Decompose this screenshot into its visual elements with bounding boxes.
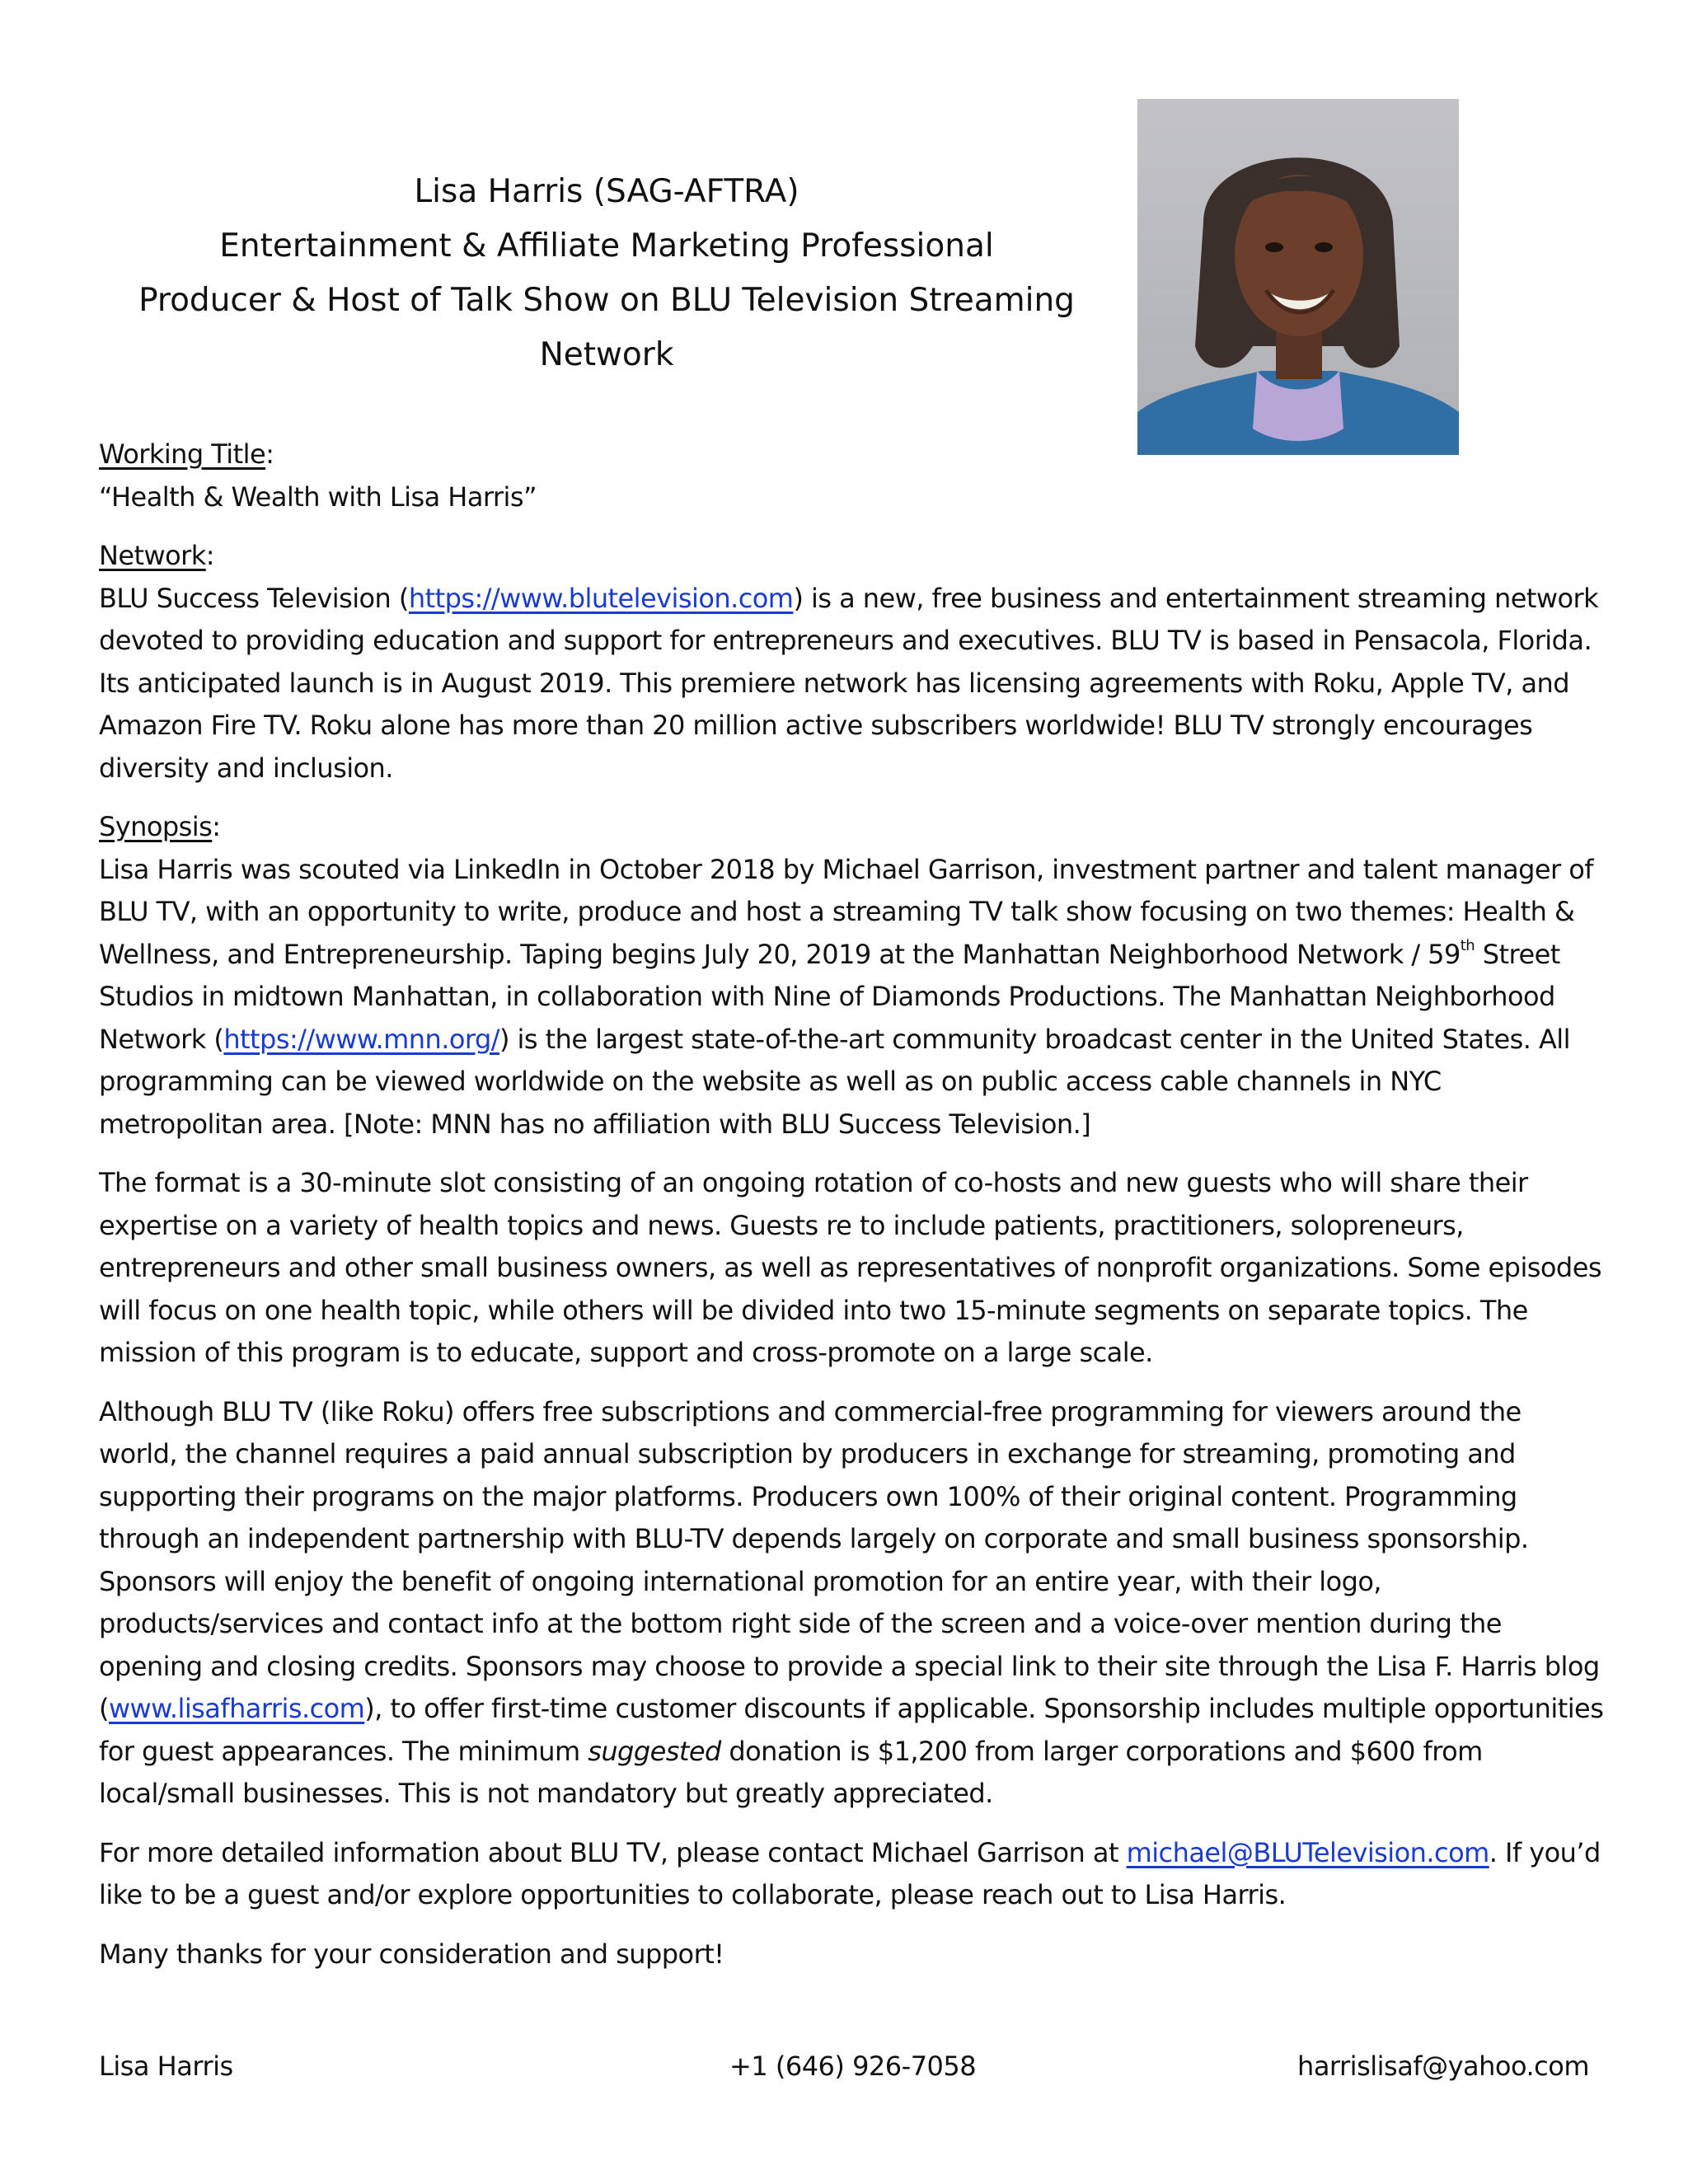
header-network-line: Network [539,336,674,373]
network-text-1: BLU Success Television ( [99,582,409,614]
suggested-emphasis: suggested [588,1735,721,1767]
ordinal-superscript: th [1460,936,1475,954]
network-label: Network [99,540,206,571]
document-footer [99,2046,1589,2087]
synopsis-paragraph-2: The format is a 30-minute slot consisting of an ongoing rotation of co-hosts and new guests who will share their expertise on a variety of health topics and news. Guests re to include patients, practitioners, solopreneurs, entrepreneurs and other small business owners, as well as representatives of nonprofit organizations. Some episodes will focus on one health topic, while others will be divided into two 15-minute segments on separate topics. The mission of this program is to educate, support and cross-promote on a large scale. [99,1167,1601,1368]
network-heading [99,535,1607,578]
working-title-label: Working Title [99,438,266,470]
synopsis-p1-text-2: Street Studios in midtown Manhattan, in collaboration with Nine of Diamonds Productions. The Manhattan Neighborhood Network ( [99,938,1560,1055]
footer-phone: +1 (646) 926-7058 [729,2050,977,2082]
portrait-illustration [1137,99,1459,455]
network-colon: : [205,540,214,571]
working-title-value: “Health & Wealth with Lisa Harris” [99,480,537,513]
synopsis-p3-text-3: donation is $1,200 from larger corporations and $600 from local/small businesses. This is not mandatory but greatly appreciated. [99,1735,1483,1809]
document-header [99,165,1114,382]
network-text-2: ) is a new, free business and entertainment streaming network devoted to providing education and support for entrepreneurs and executives. BLU TV is based in Pensacola, Florida. Its anticipated launch is in August 2019. This premiere network has licensing agreements with Roku, Apple TV, and Amazon Fire TV. Roku alone has more than 20 million active subscribers worldwide! BLU TV strongly encourages diversity and inclusion. [99,582,1599,784]
working-title-colon: : [265,438,274,470]
synopsis-p3-text-2: ), to offer first-time customer discounts if applicable. Sponsorship includes multiple opportunities for guest appearances. The minimum [99,1693,1604,1767]
working-title-heading [99,434,1607,476]
header-role-line: Entertainment & Affiliate Marketing Professional [219,227,994,265]
synopsis-paragraph-3 [99,1391,1607,1816]
header-name-line: Lisa Harris (SAG-AFTRA) [414,173,799,210]
document-body [99,434,1607,1992]
synopsis-p3-text-1: Although BLU TV (like Roku) offers free subscriptions and commercial-free programming for viewers around the world, the channel requires a paid annual subscription by producers in exchange for streaming, promoting and supporting their programs on the major platforms. Producers own 100% of their original content. Programming through an independent partnership with BLU-TV depends largely on corporate and small business sponsorship. Sponsors will enjoy the benefit of ongoing international promotion for an entire year, with their logo, products/services and contact info at the bottom right side of the screen and a voice-over mention during the opening and closing credits. Sponsors may choose to provide a special link to their site through the Lisa F. Harris blog ( [99,1395,1600,1724]
contact-paragraph [99,1832,1607,1917]
synopsis-heading [99,806,1607,849]
contact-text-1: For more detailed information about BLU TV, please contact Michael Garrison at [99,1836,1127,1868]
synopsis-label: Synopsis [99,811,213,842]
mnn-link[interactable]: https://www.mnn.org/ [223,1023,499,1055]
synopsis-colon: : [212,811,221,842]
network-paragraph [99,578,1607,790]
thanks-paragraph: Many thanks for your consideration and support! [99,1938,724,1970]
synopsis-p1-text-1: Lisa Harris was scouted via LinkedIn in October 2018 by Michael Garrison, investment partner and talent manager of BLU TV, with an opportunity to write, produce and host a streaming TV talk show focusing on two themes: Health & Wellness, and Entrepreneurship. Taping begins July 20, 2019 at the Manhattan Neighborhood Network / 59 [99,853,1594,970]
blutelevision-link[interactable]: https://www.blutelevision.com [408,582,794,614]
header-show-line: Producer & Host of Talk Show on BLU Television Streaming [138,282,1075,319]
lisafharris-link[interactable]: www.lisafharris.com [108,1693,365,1724]
synopsis-paragraph-1 [99,849,1607,1146]
contact-text-2: . If you’d like to be a guest and/or explore opportunities to collaborate, please reach out to Lisa Harris. [99,1836,1601,1910]
footer-name: Lisa Harris [99,2050,233,2082]
portrait-photo [1137,99,1459,455]
synopsis-p1-text-3: ) is the largest state-of-the-art community broadcast center in the United States. All programming can be viewed worldwide on the website as well as on public access cable channels in NYC metropolitan area. [Note: MNN has no affiliation with BLU Success Television.] [99,1023,1570,1140]
michael-email-link[interactable]: michael@BLUTelevision.com [1126,1836,1489,1868]
footer-email: harrislisaf@yahoo.com [1297,2050,1589,2082]
